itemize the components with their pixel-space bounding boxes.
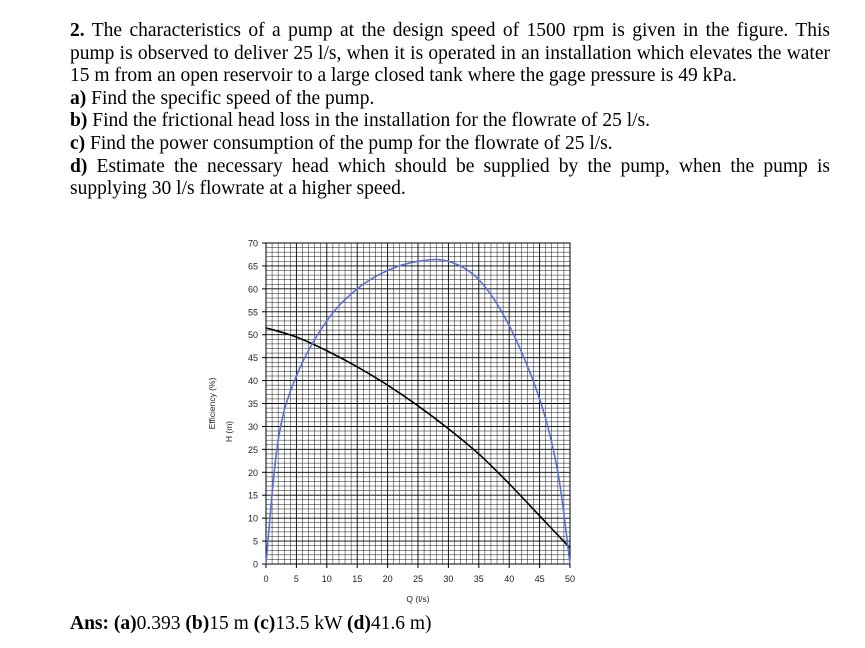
y-tick-label: 30 [247, 421, 258, 432]
x-axis-label: Q (l/s) [406, 594, 430, 604]
y-tick-label: 50 [247, 330, 258, 341]
y-tick-label: 65 [247, 261, 258, 272]
answer-c-value: 13.5 kW [275, 613, 343, 634]
y-tick-label: 70 [247, 238, 258, 249]
y-axis-label-h: H (m) [224, 420, 234, 443]
y-tick-label: 60 [247, 284, 258, 295]
answer-d-value: 41.6 m) [370, 613, 432, 634]
part-text: Estimate the necessary head which should be supplied by the pump, when the pump is supplying 30 l/s flowrate at a higher speed. [70, 155, 830, 200]
answer-prefix: Ans: [70, 613, 110, 634]
y-tick-label: 35 [247, 399, 258, 409]
answer-a-label: (a) [113, 613, 137, 634]
x-tick-label: 0 [263, 574, 269, 584]
x-tick-label: 25 [412, 574, 424, 584]
answer-b-label: (b) [185, 613, 210, 634]
x-tick-label: 45 [534, 574, 545, 584]
x-tick-label: 50 [564, 574, 576, 584]
y-tick-label: 10 [247, 513, 258, 524]
answer-c-label: (c) [253, 613, 276, 634]
y-tick-label: 25 [247, 444, 258, 455]
part-b [70, 110, 830, 133]
part-a [70, 88, 830, 111]
answer-a-value: 0.393 [136, 613, 181, 634]
statement-text: The characteristics of a pump at the design speed of 1500 rpm is given in the figure. This pump is observed to deliver 25 l/s, when it is operated in an installation which elevates the water 15 m from an open reservoir to a large closed tank where the gage pressure is 49 kPa. [70, 20, 830, 87]
answer-b-value: 15 m [209, 613, 249, 634]
x-tick-label: 5 [293, 574, 299, 584]
part-label: a) [70, 87, 87, 109]
chart-svg [200, 228, 600, 613]
part-d [70, 156, 830, 201]
y-tick-label: 15 [247, 490, 258, 501]
problem-statement [70, 20, 830, 88]
part-label: c) [70, 132, 86, 154]
x-tick-label: 35 [473, 574, 484, 584]
problem-number: 2. [70, 20, 85, 41]
y-tick-label: 40 [247, 376, 258, 387]
x-tick-label: 10 [321, 574, 332, 584]
part-text: Find the specific speed of the pump. [91, 87, 375, 109]
part-label: d) [70, 155, 88, 177]
x-tick-label: 15 [352, 574, 363, 584]
x-tick-label: 40 [504, 574, 515, 584]
y-tick-label: 5 [252, 536, 258, 547]
part-text: Find the frictional head loss in the installation for the flowrate of 25 l/s. [92, 110, 651, 132]
y-tick-label: 45 [247, 353, 258, 364]
answer-line [70, 613, 432, 635]
x-tick-label: 20 [382, 574, 393, 584]
x-tick-label: 30 [443, 574, 454, 584]
y-tick-label: 20 [247, 467, 258, 478]
problem-text [70, 20, 830, 201]
part-label: b) [70, 110, 88, 132]
pump-characteristic-chart [200, 228, 600, 613]
part-text: Find the power consumption of the pump for the flowrate of 25 l/s. [90, 132, 613, 154]
part-c [70, 133, 830, 156]
y-axis-label-efficiency: Efficiency (%) [207, 377, 217, 430]
answer-d-label: (d) [347, 613, 371, 634]
y-tick-label: 0 [252, 559, 258, 570]
y-tick-label: 55 [247, 307, 258, 318]
